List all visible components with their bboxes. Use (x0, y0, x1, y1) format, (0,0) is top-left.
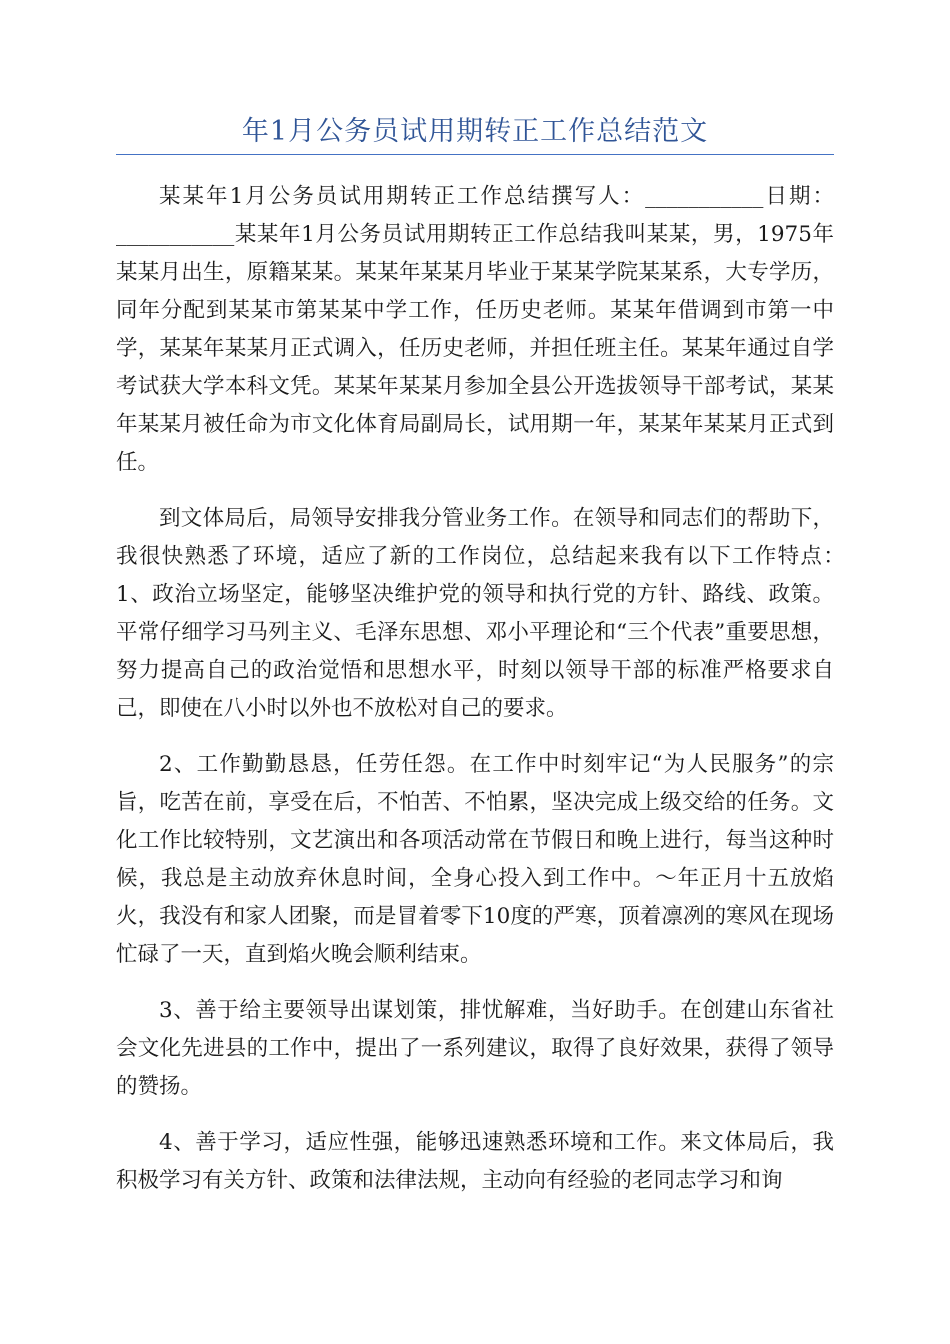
paragraph: 4、善于学习，适应性强，能够迅速熟悉环境和工作。来文体局后，我积极学习有关方针、政策和法律法规，主动向有经验的老同志学习和询 (116, 1130, 834, 1193)
paragraph: 2、工作勤勤恳恳，任劳任怨。在工作中时刻牢记“为人民服务”的宗旨，吃苦在前，享受在后，不怕苦、不怕累，坚决完成上级交给的任务。文化工作比较特别，文艺演出和各项活动常在节假日和晚上进行，每当这种时候，我总是主动放弃休息时间，全身心投入到工作中。～年正月十五放焰火，我没有和家人团聚，而是冒着零下10度的严寒，顶着凛冽的寒风在现场忙碌了一天，直到焰火晚会顺利结束。 (116, 752, 834, 967)
document-title: 年1月公务员试用期转正工作总结范文 (241, 116, 709, 147)
title-underline (116, 154, 834, 155)
paragraph: 到文体局后，局领导安排我分管业务工作。在领导和同志们的帮助下，我很快熟悉了环境，适应了新的工作岗位，总结起来我有以下工作特点： 1、政治立场坚定，能够坚决维护党的领导和执行党的方针、路线、政策。平常仔细学习马列主义、毛泽东思想、邓小平理论和“三个代表”重要思想，努力提高自己的政治觉悟和思想水平，时刻以领导干部的标准严格要求自己，即使在八小时以外也不放松对自己的要求。 (116, 506, 856, 721)
document-body (116, 178, 856, 1218)
paragraph: 某某年1月公务员试用期转正工作总结撰写人：___________日期：___________某某年1月公务员试用期转正工作总结我叫某某，男，1975年某某月出生，原籍某某。某某年某某月毕业于某某学院某某系，大专学历，同年分配到某某市第某某中学工作，任历史老师。某某年借调到市第一中学，某某年某某月正式调入，任历史老师，并担任班主任。某某年通过自学考试获大学本科文凭。某某年某某月参加全县公开选拔领导干部考试，某某年某某月被任命为市文化体育局副局长，试用期一年，某某年某某月正式到任。 (116, 184, 834, 475)
paragraph: 3、善于给主要领导出谋划策，排忧解难，当好助手。在创建山东省社会文化先进县的工作中，提出了一系列建议，取得了良好效果，获得了领导的赞扬。 (116, 998, 834, 1099)
